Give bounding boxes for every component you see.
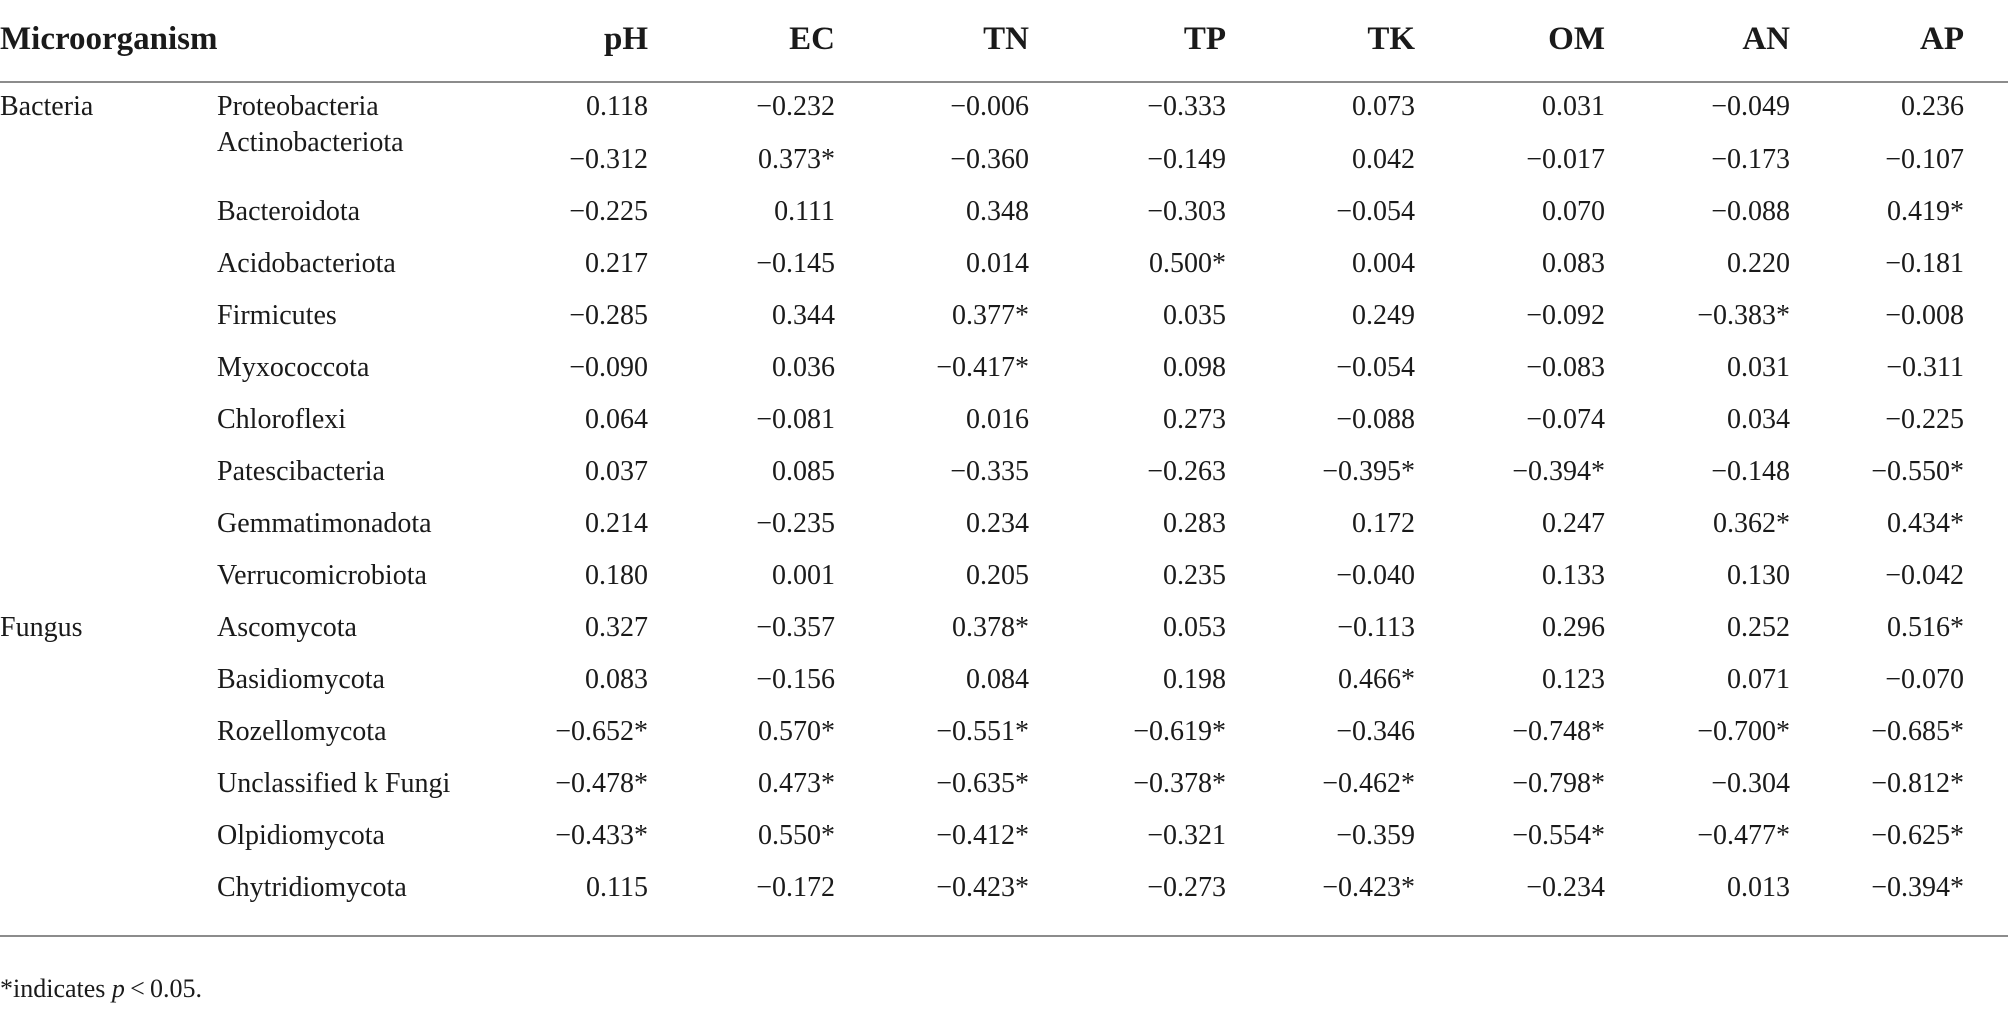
- table-cell: 0.235: [1163, 560, 1226, 591]
- table-cell: 0.273: [1163, 404, 1226, 435]
- header-microorganism: Microorganism: [0, 21, 218, 57]
- table-cell: −0.235: [756, 508, 835, 539]
- table-cell: −0.088: [1336, 404, 1415, 435]
- table-cell: −0.042: [1885, 560, 1964, 591]
- row-phylum-label: Unclassified k Fungi: [217, 768, 451, 799]
- table-cell: −0.625*: [1871, 820, 1964, 851]
- table-cell: −0.156: [756, 664, 835, 695]
- table-cell: −0.088: [1711, 196, 1790, 227]
- row-phylum-label: Proteobacteria: [217, 91, 379, 122]
- group-label-bacteria: Bacteria: [0, 91, 94, 122]
- table-cell: −0.172: [756, 872, 835, 903]
- table-cell: 0.083: [585, 664, 648, 695]
- table-cell: 0.034: [1727, 404, 1790, 435]
- table-cell: 0.180: [585, 560, 648, 591]
- table-cell: −0.360: [950, 144, 1029, 175]
- table-cell: 0.362*: [1713, 508, 1790, 539]
- table-cell: −0.378*: [1133, 768, 1226, 799]
- table-cell: 0.014: [966, 248, 1029, 279]
- table-cell: −0.107: [1885, 144, 1964, 175]
- table-cell: −0.181: [1885, 248, 1964, 279]
- table-cell: −0.173: [1711, 144, 1790, 175]
- row-phylum-label: Bacteroidota: [217, 196, 361, 227]
- header-ap: AP: [1920, 21, 1964, 57]
- table-cell: 0.234: [966, 508, 1029, 539]
- table-footnote: [0, 973, 202, 1005]
- table-cell: −0.312: [569, 144, 648, 175]
- table-cell: 0.516*: [1887, 612, 1964, 643]
- table-cell: 0.205: [966, 560, 1029, 591]
- table-cell: −0.812*: [1871, 768, 1964, 799]
- table-cell: 0.031: [1542, 91, 1605, 122]
- table-cell: −0.113: [1337, 612, 1415, 643]
- table-cell: −0.700*: [1697, 716, 1790, 747]
- table-cell: −0.070: [1885, 664, 1964, 695]
- table-cell: −0.394*: [1512, 456, 1605, 487]
- table-cell: 0.130: [1727, 560, 1790, 591]
- table-cell: 0.327: [585, 612, 648, 643]
- row-phylum-label: Myxococcota: [217, 352, 370, 383]
- table-cell: −0.395*: [1322, 456, 1415, 487]
- group-label-fungus: Fungus: [0, 612, 83, 643]
- table-cell: −0.477*: [1697, 820, 1790, 851]
- table-cell: 0.247: [1542, 508, 1605, 539]
- table-cell: 0.434*: [1887, 508, 1964, 539]
- table-cell: 0.377*: [952, 300, 1029, 331]
- table-bottom-rule: [0, 935, 2008, 937]
- table-cell: −0.303: [1147, 196, 1226, 227]
- table-cell: −0.304: [1711, 768, 1790, 799]
- table-cell: −0.074: [1526, 404, 1605, 435]
- table-cell: −0.433*: [555, 820, 648, 851]
- table-cell: −0.335: [950, 456, 1029, 487]
- table-cell: 0.053: [1163, 612, 1226, 643]
- header-ec: EC: [789, 21, 835, 57]
- table-cell: −0.149: [1147, 144, 1226, 175]
- table-cell: −0.554*: [1512, 820, 1605, 851]
- table-cell: 0.118: [586, 91, 648, 122]
- footnote-variable: p: [111, 974, 125, 1003]
- table-cell: 0.378*: [952, 612, 1029, 643]
- table-cell: 0.373*: [758, 144, 835, 175]
- table-cell: 0.419*: [1887, 196, 1964, 227]
- table-cell: −0.321: [1147, 820, 1226, 851]
- table-cell: 0.031: [1727, 352, 1790, 383]
- table-cell: −0.263: [1147, 456, 1226, 487]
- table-cell: 0.550*: [758, 820, 835, 851]
- table-cell: 0.217: [585, 248, 648, 279]
- header-tn: TN: [983, 21, 1029, 57]
- row-phylum-label: Verrucomicrobiota: [217, 560, 427, 591]
- row-phylum-label: Actinobacteriota: [217, 127, 404, 158]
- table-cell: −0.008: [1885, 300, 1964, 331]
- table-cell: 0.473*: [758, 768, 835, 799]
- row-phylum-label: Ascomycota: [217, 612, 357, 643]
- table-cell: −0.225: [1885, 404, 1964, 435]
- table-cell: 0.070: [1542, 196, 1605, 227]
- table-cell: −0.333: [1147, 91, 1226, 122]
- row-phylum-label: Chloroflexi: [217, 404, 347, 435]
- table-cell: 0.500*: [1149, 248, 1226, 279]
- table-cell: −0.423*: [936, 872, 1029, 903]
- table-cell: 0.115: [586, 872, 648, 903]
- table-cell: −0.234: [1526, 872, 1605, 903]
- table-cell: 0.133: [1542, 560, 1605, 591]
- row-phylum-label: Gemmatimonadota: [217, 508, 432, 539]
- table-cell: 0.004: [1352, 248, 1415, 279]
- table-cell: −0.054: [1336, 196, 1415, 227]
- header-tk: TK: [1367, 21, 1415, 57]
- table-cell: 0.037: [585, 456, 648, 487]
- table-cell: 0.083: [1542, 248, 1605, 279]
- table-cell: −0.081: [756, 404, 835, 435]
- table-cell: 0.172: [1352, 508, 1415, 539]
- table-cell: −0.092: [1526, 300, 1605, 331]
- table-cell: −0.090: [569, 352, 648, 383]
- header-ph: pH: [603, 21, 648, 57]
- row-phylum-label: Patescibacteria: [217, 456, 385, 487]
- footnote-suffix: < 0.05.: [124, 974, 202, 1003]
- table-cell: −0.798*: [1512, 768, 1605, 799]
- table-cell: 0.348: [966, 196, 1029, 227]
- table-cell: −0.225: [569, 196, 648, 227]
- table-cell: 0.570*: [758, 716, 835, 747]
- table-cell: −0.417*: [936, 352, 1029, 383]
- table-cell: 0.001: [772, 560, 835, 591]
- table-cell: 0.283: [1163, 508, 1226, 539]
- row-phylum-label: Rozellomycota: [217, 716, 387, 747]
- table-cell: 0.296: [1542, 612, 1605, 643]
- table-cell: −0.285: [569, 300, 648, 331]
- header-an: AN: [1742, 21, 1790, 57]
- table-cell: 0.123: [1542, 664, 1605, 695]
- table-cell: −0.550*: [1871, 456, 1964, 487]
- table-cell: 0.098: [1163, 352, 1226, 383]
- table-cell: −0.273: [1147, 872, 1226, 903]
- table-cell: −0.462*: [1322, 768, 1415, 799]
- table-cell: 0.214: [585, 508, 648, 539]
- table-cell: 0.344: [772, 300, 835, 331]
- table-cell: −0.148: [1711, 456, 1790, 487]
- table-cell: −0.635*: [936, 768, 1029, 799]
- table-cell: 0.198: [1163, 664, 1226, 695]
- table-cell: 0.035: [1163, 300, 1226, 331]
- row-phylum-label: Acidobacteriota: [217, 248, 396, 279]
- table-cell: 0.042: [1352, 144, 1415, 175]
- footnote-prefix: *indicates: [0, 974, 112, 1003]
- table-cell: 0.111: [774, 196, 835, 227]
- table-top-rule: [0, 81, 2008, 83]
- table-cell: −0.551*: [936, 716, 1029, 747]
- table-cell: −0.346: [1336, 716, 1415, 747]
- table-cell: 0.071: [1727, 664, 1790, 695]
- table-cell: −0.040: [1336, 560, 1415, 591]
- table-cell: 0.236: [1901, 91, 1964, 122]
- table-cell: 0.249: [1352, 300, 1415, 331]
- table-cell: 0.016: [966, 404, 1029, 435]
- table-cell: 0.013: [1727, 872, 1790, 903]
- table-cell: −0.054: [1336, 352, 1415, 383]
- row-phylum-label: Chytridiomycota: [217, 872, 407, 903]
- table-cell: −0.017: [1526, 144, 1605, 175]
- table-cell: 0.064: [585, 404, 648, 435]
- table-cell: −0.311: [1886, 352, 1964, 383]
- table-cell: −0.232: [756, 91, 835, 122]
- table-cell: −0.748*: [1512, 716, 1605, 747]
- table-cell: −0.423*: [1322, 872, 1415, 903]
- row-phylum-label: Firmicutes: [217, 300, 337, 331]
- table-cell: −0.685*: [1871, 716, 1964, 747]
- table-cell: −0.359: [1336, 820, 1415, 851]
- table-cell: 0.220: [1727, 248, 1790, 279]
- header-om: OM: [1548, 21, 1605, 57]
- table-cell: −0.619*: [1133, 716, 1226, 747]
- table-cell: −0.049: [1711, 91, 1790, 122]
- table-cell: 0.084: [966, 664, 1029, 695]
- table-cell: 0.073: [1352, 91, 1415, 122]
- table-cell: 0.085: [772, 456, 835, 487]
- table-cell: −0.145: [756, 248, 835, 279]
- table-cell: −0.412*: [936, 820, 1029, 851]
- table-cell: 0.036: [772, 352, 835, 383]
- table-cell: −0.083: [1526, 352, 1605, 383]
- table-cell: −0.357: [756, 612, 835, 643]
- table-cell: 0.466*: [1338, 664, 1415, 695]
- table-cell: −0.394*: [1871, 872, 1964, 903]
- row-phylum-label: Olpidiomycota: [217, 820, 385, 851]
- table-cell: −0.006: [950, 91, 1029, 122]
- table-cell: −0.478*: [555, 768, 648, 799]
- header-tp: TP: [1183, 21, 1226, 57]
- table-cell: −0.383*: [1697, 300, 1790, 331]
- table-cell: −0.652*: [555, 716, 648, 747]
- table-cell: 0.252: [1727, 612, 1790, 643]
- row-phylum-label: Basidiomycota: [217, 664, 385, 695]
